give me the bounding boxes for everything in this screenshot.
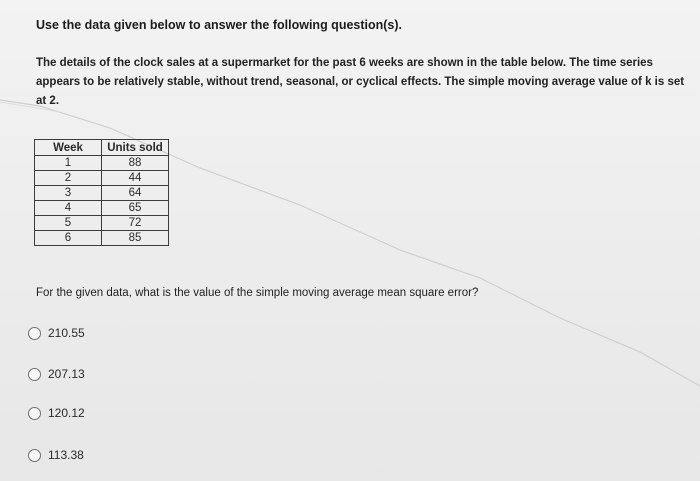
radio-button-icon[interactable] bbox=[28, 368, 41, 381]
question-details: The details of the clock sales at a supermarket for the past 6 weeks are shown in the table below. The time series appears to be relatively stable, without trend, seasonal, or cyclical effects. The simple moving average value of k is set at 2. bbox=[36, 57, 685, 107]
table-row bbox=[35, 186, 169, 201]
question-text: For the given data, what is the value of the simple moving average mean square error? bbox=[36, 287, 479, 299]
header-units-sold: Units sold bbox=[102, 140, 169, 156]
table-row bbox=[35, 231, 169, 246]
answer-option-4[interactable] bbox=[28, 448, 84, 462]
cell-week: 6 bbox=[35, 231, 102, 246]
table-row bbox=[35, 171, 169, 186]
cell-week: 2 bbox=[35, 171, 102, 186]
answer-option-1[interactable] bbox=[28, 326, 85, 340]
cell-units-sold: 64 bbox=[102, 186, 169, 201]
table-row bbox=[35, 156, 169, 171]
radio-button-icon[interactable] bbox=[28, 407, 41, 420]
cell-units-sold: 88 bbox=[102, 156, 169, 171]
cell-units-sold: 65 bbox=[102, 201, 169, 216]
cell-units-sold: 85 bbox=[102, 231, 169, 246]
answer-option-label: 207.13 bbox=[48, 367, 85, 381]
answer-option-2[interactable] bbox=[28, 367, 85, 381]
table-row bbox=[35, 216, 169, 231]
table-header-row bbox=[35, 140, 169, 156]
cell-week: 4 bbox=[35, 201, 102, 216]
cell-week: 3 bbox=[35, 186, 102, 201]
cell-week: 1 bbox=[35, 156, 102, 171]
answer-option-3[interactable] bbox=[28, 406, 85, 420]
radio-button-icon[interactable] bbox=[28, 449, 41, 462]
radio-button-icon[interactable] bbox=[28, 327, 41, 340]
answer-option-label: 120.12 bbox=[48, 406, 85, 420]
cell-units-sold: 72 bbox=[102, 216, 169, 231]
sales-table bbox=[34, 139, 169, 246]
instruction-text: Use the data given below to answer the following question(s). bbox=[36, 18, 403, 32]
cell-units-sold: 44 bbox=[102, 171, 169, 186]
cell-week: 5 bbox=[35, 216, 102, 231]
answer-option-label: 113.38 bbox=[48, 448, 84, 462]
answer-option-label: 210.55 bbox=[48, 326, 85, 340]
header-week: Week bbox=[35, 140, 102, 156]
table-row bbox=[35, 201, 169, 216]
